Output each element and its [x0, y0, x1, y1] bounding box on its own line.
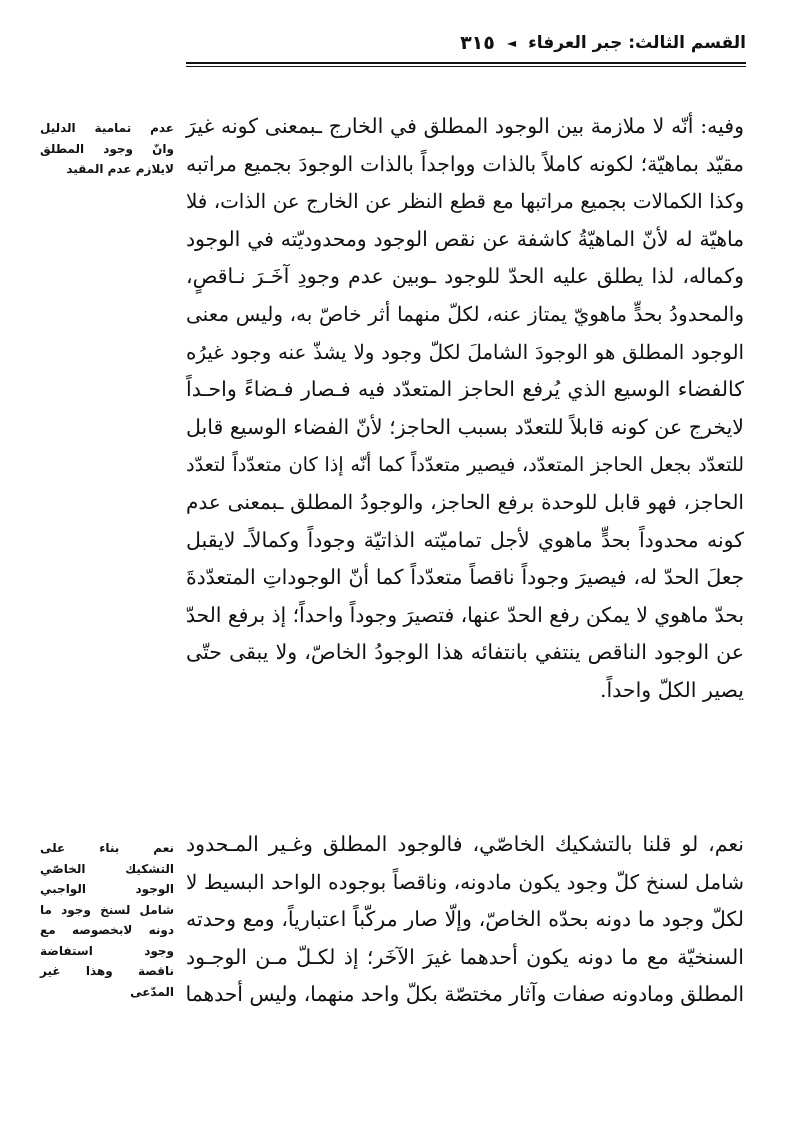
text-line: لكلّ وجود ما دونه بحدّه الخاصّ، وإلّا صار مركّباً اعتبارياً، ومع وحدته: [186, 907, 744, 932]
note-line: ناقصة وهذا غير: [40, 964, 174, 978]
text-line: شامل لسنخ كلّ وجود يكون مادونه، وناقصاً بوجوده الواحد البسيط لا: [186, 869, 744, 894]
text-line: كونه محدوداً بحدٍّ ماهوي لأجل تماميّته الذاتيّة وجوداً وكمالاًـ لايقبل: [186, 527, 744, 552]
margin-note-2: [40, 838, 174, 1002]
note-line: نعم بناء على: [40, 841, 174, 855]
text-line: للتعدّد بجعل الحاجز المتعدّد، فيصير متعدّداً كما أنّه إذا كان متعدّداً لتعدّد: [186, 453, 744, 477]
text-line: بحدّ ماهوي لا يمكن رفع الحدّ عنها، فتصيرَ وجوداً واحداً؛ إذ برفع الحدّ: [185, 602, 744, 627]
text-line: المطلق ومادونه صفات وآثار مختصّة بكلّ واحد منهما، وليس أحدهما: [185, 982, 744, 1007]
text-line: نعم، لو قلنا بالتشكيك الخاصّي، فالوجود المطلق وغـير المـحدود: [186, 832, 744, 856]
pointer-icon: ◄: [506, 36, 517, 50]
text-line: يصير الكلّ واحداً.: [599, 677, 744, 702]
note-line: الوجود الواجبي: [40, 882, 174, 896]
note-line: وانّ وجود المطلق: [40, 141, 174, 156]
text-line: كالفضاء الوسيع الذي يُرفع الحاجز المتعدّد فيه فـصار فـضاءً واحـداً: [186, 377, 744, 402]
page-header: [186, 28, 746, 58]
note-line: عدم تمامية الدليل: [40, 121, 174, 135]
text-line: الوجود المطلق هو الوجودَ الشاملَ لكلّ وجود ولا يشذّ عنه وجود غيرُه: [186, 340, 744, 364]
text-line: ماهيّة له لأنّ الماهيّةُ كاشفة عن نقص الوجود ومحدوديّته في الوجود: [186, 226, 744, 251]
note-line: التشكيك الخاصّي: [40, 861, 174, 876]
text-line: السنخيّة مع ما دونه يكون أحدهما غيرَ الآخَر؛ إذ لكـلّ مـن الوجـود: [186, 944, 744, 969]
text-line: وكماله، لذا يطلق عليه الحدّ للوجود ـوبين عدم وجودِ آخَـرَ نـاقصٍ،: [186, 264, 744, 289]
note-line: شامل لسنخ وجود ما: [40, 902, 174, 917]
note-line: وجود استفاضة: [40, 943, 174, 958]
text-line: مقيّد بماهيّة؛ لكونه كاملاً بالذات وواجداً بالذات الوجودَ بجميع مراتبه: [186, 151, 744, 176]
text-line: والمحدودُ بحدٍّ ماهويّ يمتاز عنه، لكلّ منهما أثر خاصّ به، وليس معنى: [186, 301, 744, 326]
text-line: وكذا الكمالات بجميع مراتبها مع قطع النظر عن الخارج عن الذات، فلا: [186, 190, 744, 214]
page-number: ٣١٥: [460, 32, 495, 54]
text-line: لايخرج عن كونه قابلاً للتعدّد بسبب الحاجز؛ لأنّ الفضاء الوسيع قابل: [186, 414, 744, 439]
text-line: جعلَ الحدّ له، فيصيرَ وجوداً ناقصاً متعدّداً كما أنّ الوجوداتِ المتعدّدةَ: [186, 565, 744, 590]
note-line: المدّعى: [130, 984, 174, 999]
header-rule: [186, 62, 746, 67]
text-line: وفيه: أنّه لا ملازمة بين الوجود المطلق في الخارج ـبمعنى كونه غيرَ: [186, 114, 744, 138]
section-title: القسم الثالث: جبر العرفاء: [528, 33, 746, 53]
note-line: دونه لابخصوصه مع: [40, 923, 174, 937]
note-line: لايلازم عدم المقيد: [66, 162, 174, 176]
margin-note-1: [40, 118, 174, 180]
text-line: عن الوجود الناقص ينتفي بانتفائه هذا الوجودُ الخاصّ، ولا يبقى حتّى: [186, 640, 744, 665]
paragraph-1: [186, 108, 744, 710]
paragraph-2: [186, 826, 744, 1014]
text-line: الحاجز، فهو قابل للوحدة برفع الحاجز، والوجودُ المطلق ـبمعنى عدم: [186, 489, 744, 514]
